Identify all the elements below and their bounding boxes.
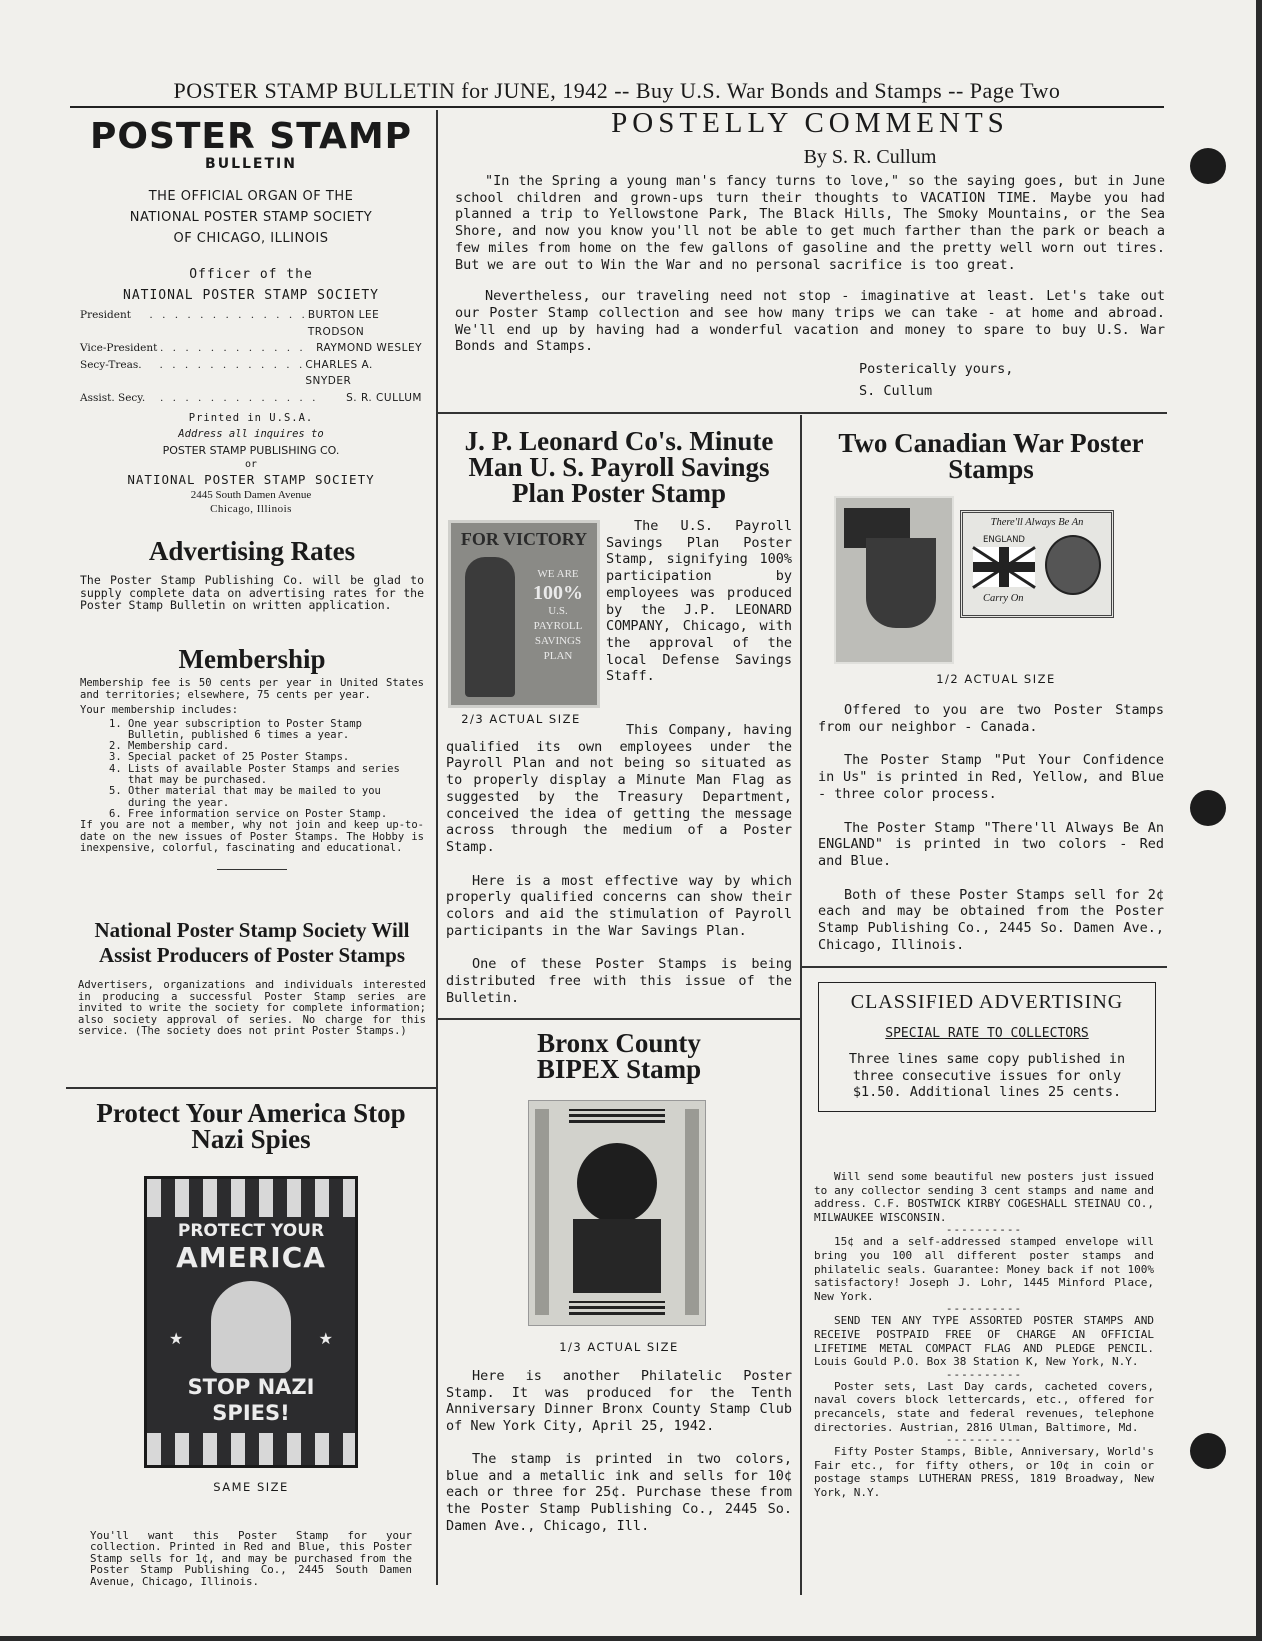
- city-address: Chicago, Illinois: [210, 503, 292, 515]
- officer-row: Vice-President . . . . . . . . . . . . RAYMOND WESLEY: [80, 342, 422, 354]
- officer-row: Secy-Treas. . . . . . . . . . . . . CHARLES A. SNYDER: [80, 358, 373, 387]
- canadian-paragraph: Both of these Poster Stamps sell for 2¢ each and may be obtained from the Poster Stamp Publishing Co., 2445 So. Damen Ave., Chicago, Illinois.: [818, 886, 1164, 953]
- postelly-paragraph: "In the Spring a young man's fancy turns to love," so the saying goes, but in June school children and grown-ups turn their thoughts to VACATION TIME. Maybe you had planned a trip to Yellowstone Park, The Black Hills, The Smoky Mountains, or the Sea Shore, and now you know you'll not be able to get much farther than the park or beach a few miles from home on the few gallons of gasoline and the pretty well worn out tires. But we are out to Win the War and no personal sacrifice is too great.: [455, 173, 1165, 273]
- organ-line: NATIONAL POSTER STAMP SOCIETY: [129, 210, 373, 225]
- includes-list: [80, 719, 424, 821]
- organ-line: THE OFFICIAL ORGAN OF THE: [148, 189, 354, 204]
- binder-hole: [1190, 1433, 1226, 1469]
- classified-ad: Fifty Poster Stamps, Bible, Anniversary, World's Fair etc., for fifty others, or 10¢ in coin or postage stamps LUTHERAN PRESS, 1819 Broadway, New York, N.Y.: [814, 1445, 1154, 1499]
- advertising-rates: [80, 538, 424, 612]
- union-jack-icon: [973, 547, 1035, 587]
- canadian-paragraph: Offered to you are two Poster Stamps from our neighbor - Canada.: [818, 702, 1164, 735]
- postelly-title: POSTELLY COMMENTS: [611, 107, 1009, 139]
- address-note: Address all inquires to: [178, 428, 324, 440]
- stamp-text: FOR VICTORY: [460, 529, 588, 549]
- officers-society: NATIONAL POSTER STAMP SOCIETY: [123, 288, 379, 303]
- society-name: NATIONAL POSTER STAMP SOCIETY: [127, 472, 375, 487]
- confidence-stamp-image: [834, 496, 954, 664]
- ad-separator: ----------: [945, 1367, 1023, 1381]
- column-rule: [800, 415, 802, 1595]
- assist-text: Advertisers, organizations and individuals interested in producing a successful Poster Stamp series are invited to write the society for complete information; also society approval of series. No charge for this service. (The society does not print Poster Stamps.): [78, 979, 426, 1037]
- list-item: 2. Membership card.: [128, 741, 424, 752]
- bronx-paragraph: The stamp is printed in two colors, blue and a metallic ink and sells for 10¢ each or three for 25¢. Purchase these from the Poster Stamp Publishing Co., 2445 So. Damen Ave., Chicago, Ill.: [446, 1450, 792, 1534]
- stamp-text: SPIES!: [212, 1401, 290, 1425]
- protect-stamp-image: [144, 1176, 358, 1468]
- column-rule: [436, 110, 438, 1585]
- classified-title: CLASSIFIED ADVERTISING: [850, 991, 1124, 1013]
- printed-note: Printed in U.S.A.: [188, 412, 314, 424]
- stamp-text-block: WE ARE 100% U.S. PAYROLL SAVINGS PLAN: [533, 568, 583, 662]
- stamp-text: ENGLAND: [983, 535, 1025, 545]
- bronx-title: Bronx County BIPEX Stamp: [536, 1028, 702, 1084]
- assist-section: [78, 918, 426, 1038]
- bronx-paragraph: Here is another Philatelic Poster Stamp. It was produced for the Tenth Anniversary Dinner Bronx County Stamp Club of New York City, April 25, 1942.: [446, 1368, 792, 1435]
- leonard-title: J. P. Leonard Co's. Minute Man U. S. Payroll Savings Plan Poster Stamp: [464, 426, 774, 508]
- classified-text: Three lines same copy published in three consecutive issues for only $1.50. Additional lines 25 cents.: [848, 1051, 1126, 1100]
- canadian-paragraph: The Poster Stamp "Put Your Confidence in Us" is printed in Red, Yellow, and Blue - three color process.: [818, 752, 1164, 802]
- canadian-caption: 1/2 ACTUAL SIZE: [936, 672, 1056, 686]
- join-text: If you are not a member, why not join and keep up-to-date on the new issues of Poster Stamps. The Hobby is inexpensive, colorful, fascinating and educational.: [80, 819, 424, 855]
- ad-separator: ----------: [945, 1302, 1023, 1316]
- bipex-stamp-image: [528, 1100, 706, 1326]
- canadian-paragraph: The Poster Stamp "There'll Always Be An ENGLAND" is printed in two colors - Red and Blue.: [818, 819, 1164, 869]
- officer-row: Assist. Secy. . . . . . . . . . . . . . S. R. CULLUM: [80, 391, 422, 404]
- protect-caption: SAME SIZE: [213, 1480, 289, 1494]
- leonard-paragraph: The U.S. Payroll Savings Plan Poster Stamp, signifying 100% participation by employees was produced by the J.P. LEONARD COMPANY, Chicago, with the approval of the local Defense Savings Staff.: [606, 518, 792, 685]
- officers-list: [80, 307, 422, 406]
- postelly-closing: Posterically yours,: [859, 361, 1014, 378]
- street-address: 2445 South Damen Avenue: [190, 489, 312, 501]
- england-stamp-image: [960, 510, 1114, 618]
- flag-shape: [866, 538, 936, 628]
- protect-title: Protect Your America Stop Nazi Spies: [96, 1098, 406, 1154]
- classified-ad: 15¢ and a self-addressed stamped envelope will bring you 100 all different poster stamps and philatelic seals. Guarantee: Money back if not 100% satisfactory! Joseph J. Lohr, 1445 Minford Place, New York.: [814, 1235, 1154, 1303]
- canadian-title: Two Canadian War Poster Stamps: [838, 428, 1144, 484]
- stamp-text: AMERICA: [176, 1241, 326, 1274]
- minute-man-figure: [465, 557, 515, 697]
- membership: [80, 646, 424, 870]
- leonard-paragraph: This Company, having qualified its own employees under the Payroll Plan and not being so situated as to properly display a Minute Man Flag as suggested by the Treasury Department, conceived the idea of getting the message across through the medium of a Poster Stamp.: [446, 722, 792, 855]
- stamp-text: PROTECT YOUR: [177, 1221, 325, 1241]
- stamp-text: There'll Always Be An: [990, 517, 1084, 528]
- list-item: 3. Special packet of 25 Poster Stamps.: [128, 752, 424, 763]
- binder-hole: [1190, 790, 1226, 826]
- officers-heading: Officer of the: [189, 267, 313, 282]
- uncle-sam-figure: [211, 1281, 291, 1373]
- postelly-signature: S. Cullum: [859, 382, 933, 399]
- officer-row: President . . . . . . . . . . . . . BURTON LEE TRODSON: [80, 309, 380, 338]
- classified-ads: [814, 1170, 1154, 1499]
- membership-title: Membership: [178, 644, 326, 674]
- divider: [217, 869, 287, 871]
- protect-section: [70, 1100, 432, 1587]
- section-rule: [437, 412, 1167, 414]
- ad-separator: ----------: [945, 1433, 1023, 1447]
- bronx-article: [446, 1030, 792, 1534]
- masthead: POSTER STAMP BULLETIN for JUNE, 1942 -- Buy U.S. War Bonds and Stamps -- Page Two: [70, 78, 1164, 108]
- seal-circle: [577, 1143, 657, 1223]
- leonard-article: [446, 428, 792, 1007]
- side-border: [685, 1109, 699, 1315]
- portrait-medallion: [1045, 535, 1101, 595]
- list-item: 6. Free information service on Poster Stamp.: [128, 809, 424, 820]
- organ-line: OF CHICAGO, ILLINOIS: [173, 231, 329, 246]
- building-panel: [573, 1219, 661, 1293]
- classified-ad: SEND TEN ANY TYPE ASSORTED POSTER STAMPS AND RECEIVE POSTPAID FREE OF CHARGE AN OFFICIAL LIFETIME METAL COMPACT FLAG AND PLEDGE PENCIL. Louis Gould P.O. Box 38 Station K, New York, N.Y.: [814, 1314, 1154, 1369]
- classified-box: [818, 982, 1156, 1112]
- leonard-paragraph: One of these Poster Stamps is being distributed free with this issue of the Bulletin.: [446, 956, 792, 1006]
- stripes: [147, 1179, 355, 1217]
- list-item: 4. Lists of available Poster Stamps and series that may be purchased.: [128, 764, 424, 787]
- star-icon: ★: [318, 1329, 333, 1348]
- postelly-byline: By S. R. Cullum: [803, 146, 937, 168]
- classified-ad: Will send some beautiful new posters just issued to any collector sending 3 cent stamps and name and address. C.F. BOSTWICK KIRBY COGESHALL STEINAU CO., MILWAUKEE WISCONSIN.: [814, 1170, 1154, 1224]
- classified-subtitle: SPECIAL RATE TO COLLECTORS: [885, 1026, 1089, 1041]
- stripes: [569, 1301, 665, 1315]
- includes-label: Your membership includes:: [80, 704, 239, 716]
- postelly-comments: [455, 108, 1165, 399]
- section-rule: [437, 1018, 800, 1020]
- organ-statement: [70, 186, 432, 249]
- publisher-name: POSTER STAMP PUBLISHING CO.: [162, 444, 340, 457]
- membership-text: Membership fee is 50 cents per year in United States and territories; elsewhere, 75 cents per year.: [80, 677, 424, 701]
- logo-subtitle: BULLETIN: [205, 156, 297, 172]
- protect-text: You'll want this Poster Stamp for your collection. Printed in Red and Blue, this Poster Stamp sells for 1¢, and may be purchased from the Poster Stamp Publishing Co., 2445 South Damen Avenue, Chicago, Illinois.: [90, 1529, 412, 1588]
- minute-man-stamp-image: [448, 520, 600, 708]
- ad-separator: ----------: [945, 1223, 1023, 1237]
- leonard-caption: 2/3 ACTUAL SIZE: [461, 712, 581, 726]
- side-border: [535, 1109, 549, 1315]
- assist-title: National Poster Stamp Society Will Assist Producers of Poster Stamps: [94, 918, 410, 967]
- stamp-text: STOP NAZI: [187, 1375, 315, 1399]
- list-item: 1. One year subscription to Poster Stamp Bulletin, published 6 times a year.: [128, 719, 424, 742]
- stripes: [147, 1433, 355, 1465]
- rates-text: The Poster Stamp Publishing Co. will be glad to supply complete data on advertising rates for the Poster Stamp Bulletin on written application.: [80, 573, 424, 613]
- logo: POSTER STAMP: [89, 116, 413, 157]
- stripes: [569, 1109, 665, 1123]
- stamp-text: Carry On: [983, 593, 1024, 604]
- left-info-block: [70, 118, 432, 515]
- canadian-article: [818, 430, 1164, 953]
- postelly-paragraph: Nevertheless, our traveling need not stop - imaginative at least. Let's take out our Poster Stamp collection and see how many trips we can take - at home and abroad. We'll end up by having had a wonderful vacation and money to spare to buy U.S. War Bonds and Stamps.: [455, 288, 1165, 355]
- rates-title: Advertising Rates: [148, 536, 356, 566]
- bronx-caption: 1/3 ACTUAL SIZE: [559, 1340, 679, 1354]
- star-icon: ★: [169, 1329, 184, 1348]
- leonard-paragraph: Here is a most effective way by which properly qualified concerns can show their colors and aid the stimulation of Payroll participants in the War Savings Plan.: [446, 872, 792, 939]
- list-item: 5. Other material that may be mailed to you during the year.: [128, 786, 424, 809]
- section-rule: [66, 1087, 436, 1089]
- section-rule: [801, 966, 1167, 968]
- classified-ad: Poster sets, Last Day cards, cacheted covers, naval covers block lettercards, etc., offered for precancels, state and federal revenues, telephone directories. Austrian, 2816 Ulman, Baltimore, Md.: [814, 1379, 1154, 1434]
- binder-hole: [1190, 148, 1226, 184]
- or-text: or: [244, 459, 258, 470]
